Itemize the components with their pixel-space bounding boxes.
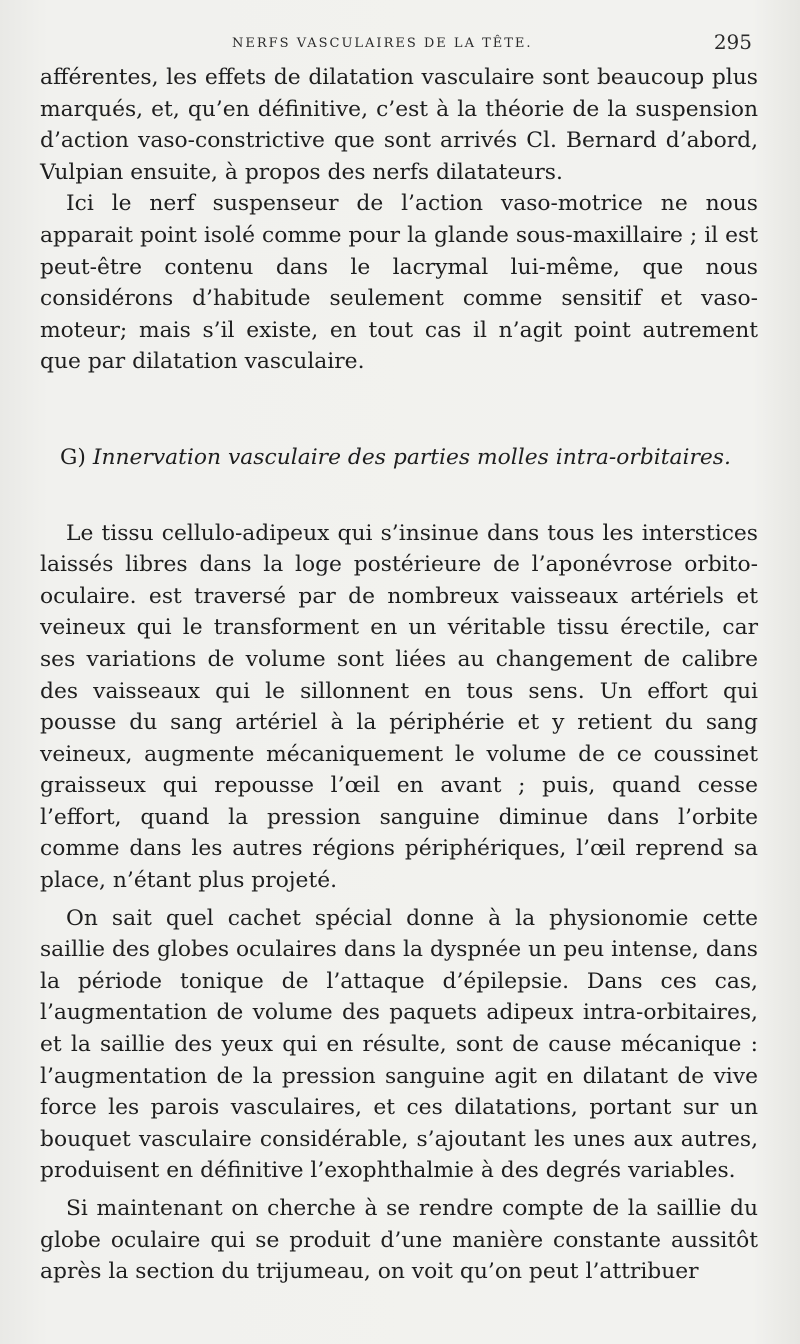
running-head: NERFS VASCULAIRES DE LA TÊTE. <box>232 36 533 51</box>
section-heading-title: Innervation vasculaire des parties molles intra-orbitaires. <box>92 444 731 470</box>
section-heading-label: G) <box>60 444 86 470</box>
section-heading <box>40 442 758 474</box>
paragraph-5: Si maintenant on cherche à se rendre compte de la saillie du globe oculaire qui se produit d’une manière constante aussitôt après la section du trijumeau, on voit qu’on peut l’attribuer <box>40 1196 758 1285</box>
paragraph-4: On sait quel cachet spécial donne à la physionomie cette saillie des globes oculaires dans la dyspnée un peu intense, dans la période tonique de l’attaque d’épilepsie. Dans ces cas, l’augmentation de volume des paquets adipeux intra-orbitaires, et la saillie des yeux qui en résulte, sont de cause mécanique : l’augmentation de la pression sanguine agit en dilatant de vive force les parois vasculaires, et ces dilatations, portant sur un bouquet vasculaire considérable, s’ajoutant les unes aux autres, produisent en définitive l’exophthalmie à des degrés variables. <box>40 905 758 1184</box>
page-header <box>40 30 758 56</box>
paragraph-1: afférentes, les effets de dilatation vasculaire sont beaucoup plus marqués, et, qu’en définitive, c’est à la théorie de la suspension d’action vaso-constrictive que sont arrivés Cl. Bernard d’abord, Vulpian ensuite, à propos des nerfs dilatateurs. <box>40 65 758 185</box>
page-number: 295 <box>713 30 752 54</box>
paragraph-2: Ici le nerf suspenseur de l’action vaso-motrice ne nous apparait point isolé comme pour la glande sous-maxillaire ; il est peut-être contenu dans le lacrymal lui-même, que nous considérons d’habitude seulement comme sensitif et vaso-moteur; mais s’il existe, en tout cas il n’agit point autrement que par dilatation vasculaire. <box>40 191 758 375</box>
paragraph-3: Le tissu cellulo-adipeux qui s’insinue dans tous les interstices laissés libres dans la loge postérieure de l’aponévrose orbito-oculaire. est traversé par de nombreux vaisseaux artériels et veineux qui le transforment en un véritable tissu érectile, car ses variations de volume sont liées au changement de calibre des vaisseaux qui le sillonnent en tous sens. Un effort qui pousse du sang artériel à la périphérie et y retient du sang veineux, augmente mécaniquement le volume de ce coussinet graisseux qui repousse l’œil en avant ; puis, quand cesse l’effort, quand la pression sanguine diminue dans l’orbite comme dans les autres régions périphériques, l’œil reprend sa place, n’étant plus projeté. <box>40 520 758 894</box>
main-text <box>40 62 758 1288</box>
